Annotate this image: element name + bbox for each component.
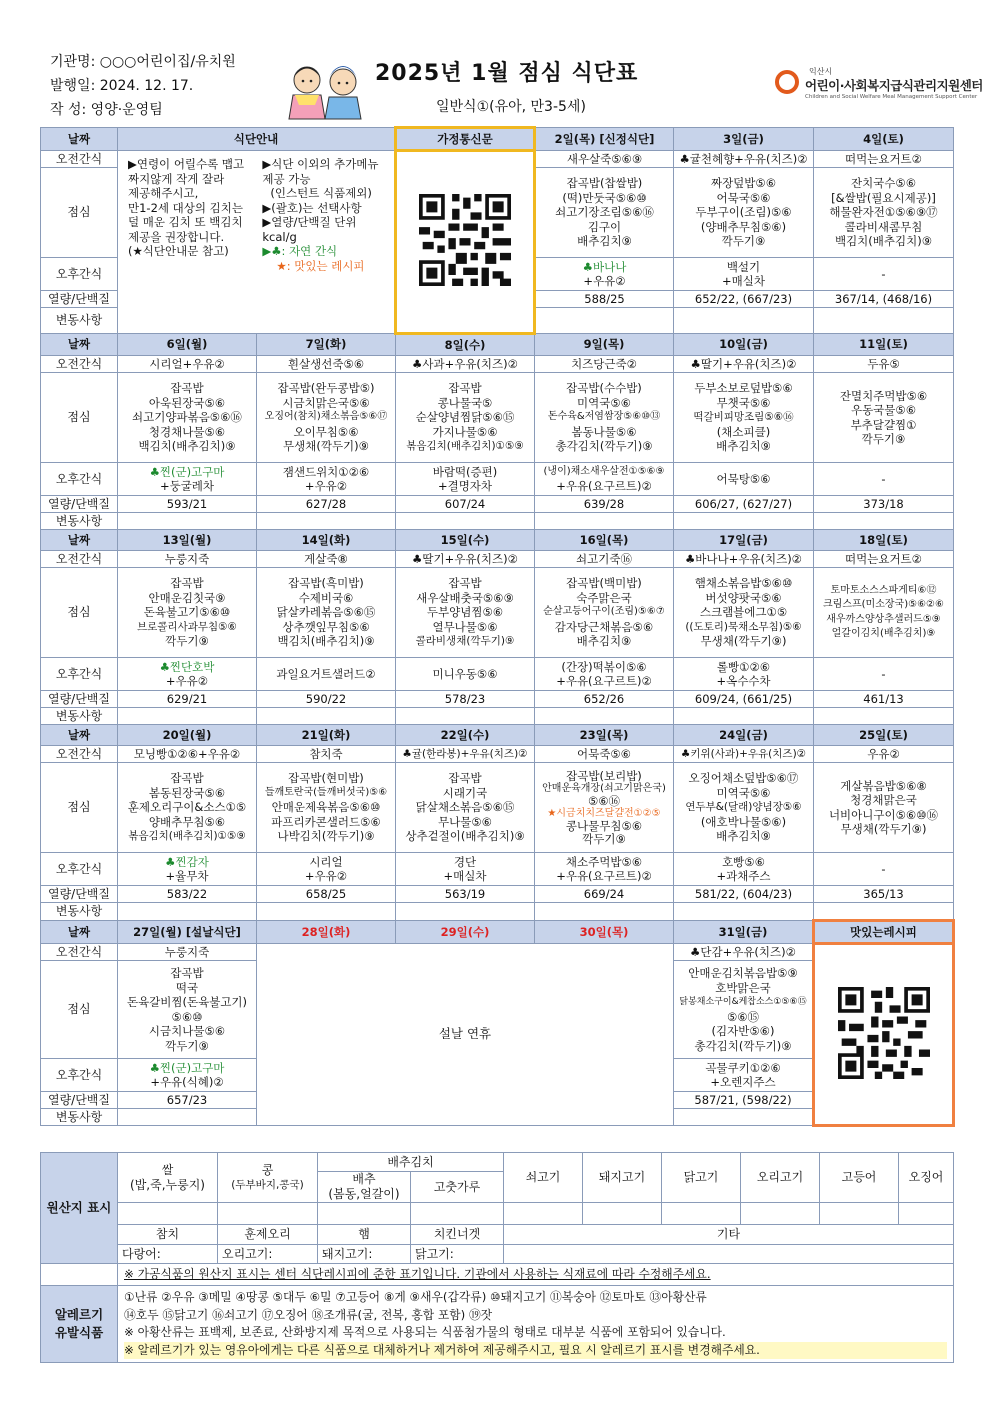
am-snack: 두유⑤	[814, 356, 954, 373]
day-header: 22일(수)	[396, 725, 535, 746]
family-letter-header: 가정통신문	[396, 128, 535, 151]
am-snack-label: 오전간식	[41, 151, 118, 168]
change-cell[interactable]	[814, 308, 954, 334]
pm-snack: ♣찐감자 +율무차	[118, 853, 257, 886]
pm-snack: 백설기 +매실차	[674, 258, 814, 291]
qr-code-icon[interactable]	[419, 194, 511, 286]
lunch-menu: 잡곡밥(수수밥) 미역국⑤⑥ 돈수육&저염쌈장⑤⑥⑩⑬ 봄동나물⑤⑥ 총각김치(깍두기)⑨	[535, 373, 674, 463]
origin-blank[interactable]	[411, 1203, 504, 1225]
guide-line: ▶♣: 자연 간식	[262, 244, 338, 258]
origin-squid: 오징어	[899, 1153, 954, 1203]
am-snack: 우유②	[814, 746, 954, 763]
pm-snack: -	[814, 853, 954, 886]
origin-pork-value[interactable]: 돼지고기:	[318, 1245, 411, 1264]
am-snack: ♣딸기+우유(치즈)②	[396, 551, 535, 568]
am-snack: 떠먹는요거트②	[814, 551, 954, 568]
change-label: 변동사항	[41, 708, 118, 725]
lunch-menu: 잡곡밥 봄동된장국⑤⑥ 훈제오리구이&소스①⑤ 양배추무침⑤⑥ 볶음김치(배추김치)①⑤⑨	[118, 763, 257, 853]
kcal-value: 367/14, (468/16)	[814, 291, 954, 308]
pm-snack: 롤빵①②⑥ +옥수수차	[674, 658, 814, 691]
kcal-value: 590/22	[257, 691, 396, 708]
guide-right	[262, 157, 394, 273]
origin-blank[interactable]	[662, 1203, 741, 1225]
tasty-recipe-qr-cell	[814, 944, 954, 1126]
page-subtitle: 일반식①(유아, 만3-5세)	[436, 99, 586, 115]
guide-header: 식단안내	[118, 128, 396, 151]
change-cell[interactable]	[396, 708, 535, 725]
origin-bean: 콩 (두부바지,콩국)	[218, 1153, 318, 1203]
am-snack: 게살죽⑧	[257, 551, 396, 568]
kcal-value: 593/21	[118, 496, 257, 513]
origin-blank[interactable]	[899, 1203, 954, 1225]
am-snack: ♣귤(한라봉)+우유(치즈)②	[396, 746, 535, 763]
origin-blank[interactable]	[118, 1203, 218, 1225]
date-label: 날짜	[41, 334, 118, 356]
change-cell[interactable]	[814, 513, 954, 530]
am-snack: ♣사과+우유(치즈)②	[396, 356, 535, 373]
kcal-value: 652/22, (667/23)	[674, 291, 814, 308]
day-header: 9일(목)	[535, 334, 674, 356]
origin-kimchi: 배추김치	[318, 1153, 504, 1172]
day-header-holiday: 28일(화)	[257, 921, 396, 944]
kcal-value: 606/27, (627/27)	[674, 496, 814, 513]
kcal-value: 652/26	[535, 691, 674, 708]
day-header: 2일(목) [신정식단]	[535, 128, 674, 151]
kcal-label: 열량/단백질	[41, 1092, 118, 1109]
origin-blank[interactable]	[218, 1203, 318, 1225]
day-header: 7일(화)	[257, 334, 396, 356]
am-snack-label: 오전간식	[41, 551, 118, 568]
change-cell[interactable]	[118, 513, 257, 530]
pm-snack-label: 오후간식	[41, 463, 118, 496]
logo-ring-icon	[775, 70, 799, 94]
pm-snack-label: 오후간식	[41, 258, 118, 291]
guide-line: (인스턴트 식품제외)	[270, 186, 372, 200]
lunch-menu: 잡곡밥 새우살배춧국⑤⑥⑨ 두부양념찜⑤⑥ 열무나물⑤⑥ 콜라비생채(깍두기)⑨	[396, 568, 535, 658]
origin-tuna: 참치	[118, 1225, 218, 1245]
pm-snack: 시리얼 +우유②	[257, 853, 396, 886]
origin-duck: 오리고기	[741, 1153, 820, 1203]
kcal-value: 588/25	[535, 291, 674, 308]
guide-left	[128, 157, 262, 273]
lunch-label: 점심	[41, 168, 118, 258]
lunch-label: 점심	[41, 373, 118, 463]
pm-snack: 바람떡(증편) +결명자차	[396, 463, 535, 496]
lunch-menu: 잡곡밥 안매운김칫국⑨ 돈육불고기⑤⑥⑩ 브로콜리사과무침⑤⑥ 깍두기⑨	[118, 568, 257, 658]
date-label: 날짜	[41, 725, 118, 746]
pm-snack: -	[814, 258, 954, 291]
kcal-value: 627/28	[257, 496, 396, 513]
change-cell[interactable]	[118, 708, 257, 725]
guide-line: 제공을 권장합니다.	[128, 229, 225, 244]
holiday-cell	[257, 944, 674, 1126]
change-cell[interactable]	[674, 903, 814, 921]
origin-duck-value[interactable]: 오리고기:	[218, 1245, 318, 1264]
kcal-label: 열량/단백질	[41, 691, 118, 708]
day-header: 10일(금)	[674, 334, 814, 356]
guide-line: ▶식단 이외의 추가메뉴	[262, 157, 379, 171]
org-name: 기관명: ○○○어린이집/유치원	[50, 54, 236, 70]
kcal-value: 609/24, (661/25)	[674, 691, 814, 708]
day-header: 23일(목)	[535, 725, 674, 746]
guide-line: ▶(괄호)는 선택사항	[262, 200, 362, 215]
lunch-menu: 토마토소스스파게티⑥⑫ 크림스프(미소장국)⑤⑥②⑥ 새우까스양상추샐러드⑤⑨ 얼갈이김치(배추김치)⑨	[814, 568, 954, 658]
day-header: 21일(화)	[257, 725, 396, 746]
am-snack: ♣귤천혜향+우유(치즈)②	[674, 151, 814, 168]
pm-snack: 채소주먹밥⑤⑥ +우유(요구르트)②	[535, 853, 674, 886]
kcal-value: 639/28	[535, 496, 674, 513]
am-snack: 흰살생선죽⑤⑥	[257, 356, 396, 373]
kcal-value: 578/23	[396, 691, 535, 708]
am-snack: 참치죽	[257, 746, 396, 763]
lunch-menu: 잡곡밥(찹쌀밥) (떡)만둣국⑤⑥⑩ 쇠고기장조림⑤⑥⑯ 김구이 배추김치⑨	[535, 168, 674, 258]
pm-snack: ♣찐(군)고구마 +우유(식혜)②	[118, 1059, 257, 1092]
day-header: 25일(토)	[814, 725, 954, 746]
pm-snack: -	[814, 463, 954, 496]
kcal-value: 607/24	[396, 496, 535, 513]
logo-name: 어린이·사회복지급식관리지원센터	[805, 78, 983, 93]
am-snack: ♣단감+우유(치즈)②	[674, 944, 814, 961]
origin-chicken: 닭고기	[662, 1153, 741, 1203]
change-cell[interactable]	[396, 903, 535, 921]
pm-snack: -	[814, 658, 954, 691]
lunch-menu: 오징어채소덮밥⑤⑥⑰ 미역국⑤⑥ 연두부&(달래)양념장⑤⑥ (애호박나물⑤⑥) 배추김치⑨	[674, 763, 814, 853]
date-label: 날짜	[41, 128, 118, 151]
date-label: 날짜	[41, 530, 118, 551]
author: 작 성: 영양·운영팀	[50, 102, 163, 118]
lunch-menu: 잡곡밥(현미밥) 들깨토란국(들깨버섯국)⑤⑥ 안매운제육볶음⑤⑥⑩ 파프리카콘샐러드⑤⑥ 나박김치(깍두기)⑨	[257, 763, 396, 853]
kcal-value: 461/13	[814, 691, 954, 708]
lunch-menu: 잔치국수⑤⑥ [&쌀밥(필요시제공)] 해물완자전①⑤⑥⑨⑰ 콜라비새콤무침 백김치(배추김치)⑨	[814, 168, 954, 258]
pm-snack: 호빵⑤⑥ +과채주스	[674, 853, 814, 886]
menu-guide	[118, 151, 396, 334]
origin-allergy-table	[40, 1152, 954, 1363]
day-header: 6일(월)	[118, 334, 257, 356]
origin-blank[interactable]	[741, 1203, 820, 1225]
header	[0, 0, 992, 125]
change-cell[interactable]	[535, 708, 674, 725]
kcal-label: 열량/단백질	[41, 291, 118, 308]
kcal-value: 583/22	[118, 886, 257, 903]
kcal-value: 581/22, (604/23)	[674, 886, 814, 903]
lunch-menu: 잡곡밥(보리밥) 안매운육개장(쇠고기맑은국) ⑤⑥⑯ ★시금치치즈달걀전①②⑤ 콩나물무침⑤⑥ 깍두기⑨	[535, 763, 674, 853]
day-header-holiday: 30일(목)	[535, 921, 674, 944]
kcal-value: 669/24	[535, 886, 674, 903]
lunch-menu: 잔멸치주먹밥⑤⑥ 우동국물⑤⑥ 부추달걀찜① 깍두기⑨	[814, 373, 954, 463]
am-snack-label: 오전간식	[41, 746, 118, 763]
lunch-menu: 짜장덮밥⑤⑥ 어묵국⑤⑥ 두부구이(조림)⑤⑥ (양배추무침⑤⑥) 깍두기⑨	[674, 168, 814, 258]
am-snack: 쇠고기죽⑯	[535, 551, 674, 568]
week2-date-row	[41, 334, 954, 356]
change-label: 변동사항	[41, 308, 118, 334]
change-cell[interactable]	[118, 1109, 257, 1126]
change-cell[interactable]	[396, 513, 535, 530]
week5-date-row	[41, 921, 954, 944]
issue-date: 발행일: 2024. 12. 17.	[50, 78, 194, 94]
am-snack-label: 오전간식	[41, 356, 118, 373]
change-label: 변동사항	[41, 903, 118, 921]
am-snack-label: 오전간식	[41, 944, 118, 961]
am-snack: 어묵죽⑤⑥	[535, 746, 674, 763]
guide-line: 덜 매운 김치 또 백김치	[128, 215, 243, 229]
pm-snack: 과일요거트샐러드②	[257, 658, 396, 691]
guide-line: 제공 가능	[262, 171, 311, 186]
origin-blank[interactable]	[583, 1203, 662, 1225]
day-header: 8일(수)	[396, 334, 535, 356]
kcal-value: 365/13	[814, 886, 954, 903]
kcal-value: 563/19	[396, 886, 535, 903]
guide-line: (★식단안내문 참고)	[128, 244, 229, 258]
day-header: 24일(금)	[674, 725, 814, 746]
menu-table	[40, 126, 955, 1127]
day-header: 13일(월)	[118, 530, 257, 551]
origin-etc: 기타	[504, 1225, 954, 1245]
change-cell[interactable]	[257, 903, 396, 921]
pm-snack-label: 오후간식	[41, 853, 118, 886]
change-cell[interactable]	[674, 513, 814, 530]
origin-blank[interactable]	[504, 1203, 583, 1225]
origin-smoked-duck: 훈제오리	[218, 1225, 318, 1245]
lunch-menu: 안매운김치볶음밥⑤⑨ 호박맑은국 닭봉채소구이&케찹소스①⑤⑥⑮ ⑤⑥⑮ (김자반⑤⑥) 총각김치(깍두기)⑨	[674, 961, 814, 1059]
origin-kimchi-pepper: 고춧가루	[411, 1172, 504, 1203]
day-header: 3일(금)	[674, 128, 814, 151]
page-title: 2025년 1월 점심 식단표	[375, 61, 639, 86]
family-letter-qr-cell	[396, 151, 535, 334]
pm-snack: 경단 +매실차	[396, 853, 535, 886]
origin-tuna-value[interactable]: 다랑어:	[118, 1245, 218, 1264]
allergy-note-1: ※ 아황산류는 표백제, 보존료, 산화방지제 목적으로 사용되는 식품첨가물의 형태로 대부분 식품에 포함되어 있습니다.	[124, 1325, 726, 1339]
am-snack: 시리얼+우유②	[118, 356, 257, 373]
am-snack: ♣키위(사과)+우유(치즈)②	[674, 746, 814, 763]
kcal-value: 658/25	[257, 886, 396, 903]
pm-snack: (냉이)채소새우살전①⑤⑥⑨ +우유(요구르트)②	[535, 463, 674, 496]
logo-english: Children and Social Welfare Meal Management Support Center	[805, 94, 978, 100]
origin-note: ※ 가공식품의 원산지 표시는 센터 식단레시피에 준한 표기입니다. 기관에서 사용하는 식재료에 따라 수정해주세요.	[118, 1264, 954, 1286]
day-header: 27일(월) [설날식단]	[118, 921, 257, 944]
guide-line: ▶연령이 어릴수록 맵고	[128, 157, 245, 171]
origin-note-spacer	[41, 1264, 118, 1286]
day-header: 20일(월)	[118, 725, 257, 746]
center-logo	[775, 66, 983, 106]
tasty-recipe-header: 맛있는레시피	[814, 921, 954, 944]
lunch-menu: 잡곡밥(흑미밥) 수제비국⑥ 닭살카레볶음⑤⑥⑮ 상추깻잎무침⑤⑥ 백김치(배추김치)⑨	[257, 568, 396, 658]
change-cell[interactable]	[535, 513, 674, 530]
qr-code-icon[interactable]	[838, 987, 930, 1079]
pm-snack: (간장)떡볶이⑤⑥ +우유(요구르트)②	[535, 658, 674, 691]
guide-line: ▶열량/단백질 단위 kcal/g	[262, 215, 357, 244]
origin-rice: 쌀 (밥,죽,누룽지)	[118, 1153, 218, 1203]
change-label: 변동사항	[41, 513, 118, 530]
guide-line: 만1-2세 대상의 김치는	[128, 200, 243, 215]
origin-beef: 쇠고기	[504, 1153, 583, 1203]
am-snack: 모닝빵①②⑥+우유②	[118, 746, 257, 763]
origin-ham: 햄	[318, 1225, 411, 1245]
lunch-menu: 햄채소볶음밥⑤⑥⑩ 버섯양팟국⑤⑥ 스크램블에그①⑤ ((도토리)묵채소무침)⑤⑥ 무생채(깍두기⑨)	[674, 568, 814, 658]
day-header-holiday: 29일(수)	[396, 921, 535, 944]
change-cell[interactable]	[814, 903, 954, 921]
holiday-text: 설날 연휴	[438, 1026, 492, 1042]
guide-line: 제공해주시고,	[128, 186, 199, 200]
lunch-label: 점심	[41, 568, 118, 658]
kcal-value: 373/18	[814, 496, 954, 513]
day-header: 4일(토)	[814, 128, 954, 151]
am-snack: ♣바나나+우유(치즈)②	[674, 551, 814, 568]
lunch-menu: 잡곡밥(완두콩밥⑤) 시금치맑은국⑤⑥ 오징어(참치)채소볶음⑤⑥⑰ 오이무침⑤⑥ 무생채(깍두기)⑨	[257, 373, 396, 463]
am-snack: 떠먹는요거트②	[814, 151, 954, 168]
change-cell[interactable]	[674, 308, 814, 334]
kcal-label: 열량/단백질	[41, 886, 118, 903]
pm-snack-label: 오후간식	[41, 1059, 118, 1092]
am-snack: 새우살죽⑤⑥⑨	[535, 151, 674, 168]
lunch-menu: 잡곡밥 시래기국 닭살채소볶음⑤⑥⑮ 무나물⑤⑥ 상추겉절이(배추김치)⑨	[396, 763, 535, 853]
lunch-menu: 게살볶음밥⑤⑥⑧ 청경채맑은국 너비아니구이⑤⑥⑩⑯ 무생채(깍두기⑨)	[814, 763, 954, 853]
allergy-label: 알레르기 유발식품	[41, 1286, 118, 1363]
allergy-list-2: ⑭호두 ⑮닭고기 ⑯쇠고기 ⑰오징어 ⑱조개류(굴, 전복, 홍합 포함) ⑲잣	[124, 1307, 493, 1322]
day-header: 18일(토)	[814, 530, 954, 551]
am-snack: ♣딸기+우유(치즈)②	[674, 356, 814, 373]
change-cell[interactable]	[118, 903, 257, 921]
origin-nugget: 치킨너겟	[411, 1225, 504, 1245]
guide-line: 짜지않게 작게 잘라	[128, 171, 225, 186]
day-header: 14일(화)	[257, 530, 396, 551]
week3-date-row	[41, 530, 954, 551]
pm-snack: 잼샌드위치①②⑥ +우유②	[257, 463, 396, 496]
kcal-label: 열량/단백질	[41, 496, 118, 513]
week1-date-row	[41, 128, 954, 151]
lunch-menu: 두부소보로덮밥⑤⑥ 무챗국⑤⑥ 떡갈비피망조림⑤⑥⑯ (채소피클) 배추김치⑨	[674, 373, 814, 463]
lunch-menu: 잡곡밥 떡국 돈육갈비찜(돈육불고기) ⑤⑥⑩ 시금치나물⑤⑥ 깍두기⑨	[118, 961, 257, 1059]
lunch-menu: 잡곡밥 콩나물국⑤ 순살양념찜닭⑤⑥⑮ 가지나물⑤⑥ 볶음김치(배추김치)①⑤⑨	[396, 373, 535, 463]
am-snack: 치즈당근죽②	[535, 356, 674, 373]
pm-snack: ♣찐단호박 +우유②	[118, 658, 257, 691]
date-label: 날짜	[41, 921, 118, 944]
allergy-info	[118, 1286, 954, 1363]
change-cell[interactable]	[674, 1109, 814, 1126]
allergy-note-2: ※ 알레르기가 있는 영유아에게는 다른 식품으로 대체하거나 제거하여 제공해주시고, 필요 시 알레르기 표시를 변경해주세요.	[124, 1342, 947, 1360]
origin-pork: 돼지고기	[583, 1153, 662, 1203]
pm-snack: ♣찐(군)고구마 +둥굴레차	[118, 463, 257, 496]
header-info	[50, 50, 236, 122]
origin-chicken-value[interactable]: 닭고기:	[411, 1245, 504, 1264]
day-header: 17일(금)	[674, 530, 814, 551]
pm-snack: 어묵탕⑤⑥	[674, 463, 814, 496]
lunch-label: 점심	[41, 763, 118, 853]
children-illustration	[285, 55, 370, 120]
day-header: 31일(금)	[674, 921, 814, 944]
day-header: 16일(목)	[535, 530, 674, 551]
change-cell[interactable]	[674, 708, 814, 725]
kcal-value: 587/21, (598/22)	[674, 1092, 814, 1109]
pm-snack: ♣바나나 +우유②	[535, 258, 674, 291]
pm-snack: 미니우동⑤⑥	[396, 658, 535, 691]
origin-kimchi-cabbage: 배추 (봄동,얼갈이)	[318, 1172, 411, 1203]
day-header: 15일(수)	[396, 530, 535, 551]
origin-blank[interactable]	[820, 1203, 899, 1225]
pm-snack-label: 오후간식	[41, 658, 118, 691]
change-cell[interactable]	[257, 513, 396, 530]
week4-date-row	[41, 725, 954, 746]
lunch-label: 점심	[41, 961, 118, 1059]
change-cell[interactable]	[535, 308, 674, 334]
guide-line: ★: 맛있는 레시피	[276, 258, 365, 273]
kcal-value: 629/21	[118, 691, 257, 708]
origin-blank[interactable]	[318, 1203, 411, 1225]
change-cell[interactable]	[535, 903, 674, 921]
origin-mackerel: 고등어	[820, 1153, 899, 1203]
change-cell[interactable]	[257, 708, 396, 725]
lunch-menu: 잡곡밥(백미밥) 숙주맑은국 순살고등어구이(조림)⑤⑥⑦ 감자당근채볶음⑤⑥ 배추김치⑨	[535, 568, 674, 658]
day-header: 11일(토)	[814, 334, 954, 356]
origin-etc-value[interactable]	[504, 1245, 954, 1264]
lunch-menu: 잡곡밥 아욱된장국⑤⑥ 쇠고기양파볶음⑤⑥⑯ 청경채나물⑤⑥ 백김치(배추김치)⑨	[118, 373, 257, 463]
am-snack: 누룽지죽	[118, 944, 257, 961]
change-label: 변동사항	[41, 1109, 118, 1126]
kcal-value: 657/23	[118, 1092, 257, 1109]
pm-snack: 곡물쿠키①②⑥ +오렌지주스	[674, 1059, 814, 1092]
origin-label: 원산지 표시	[41, 1153, 118, 1264]
allergy-list-1: ①난류 ②우유 ③메밀 ④땅콩 ⑤대두 ⑥밀 ⑦고등어 ⑧게 ⑨새우(갑각류) ⑩돼지고기 ⑪복숭아 ⑫토마토 ⑬아황산류	[124, 1290, 707, 1304]
logo-city: 익산시	[809, 67, 833, 76]
am-snack: 누룽지죽	[118, 551, 257, 568]
change-cell[interactable]	[814, 708, 954, 725]
